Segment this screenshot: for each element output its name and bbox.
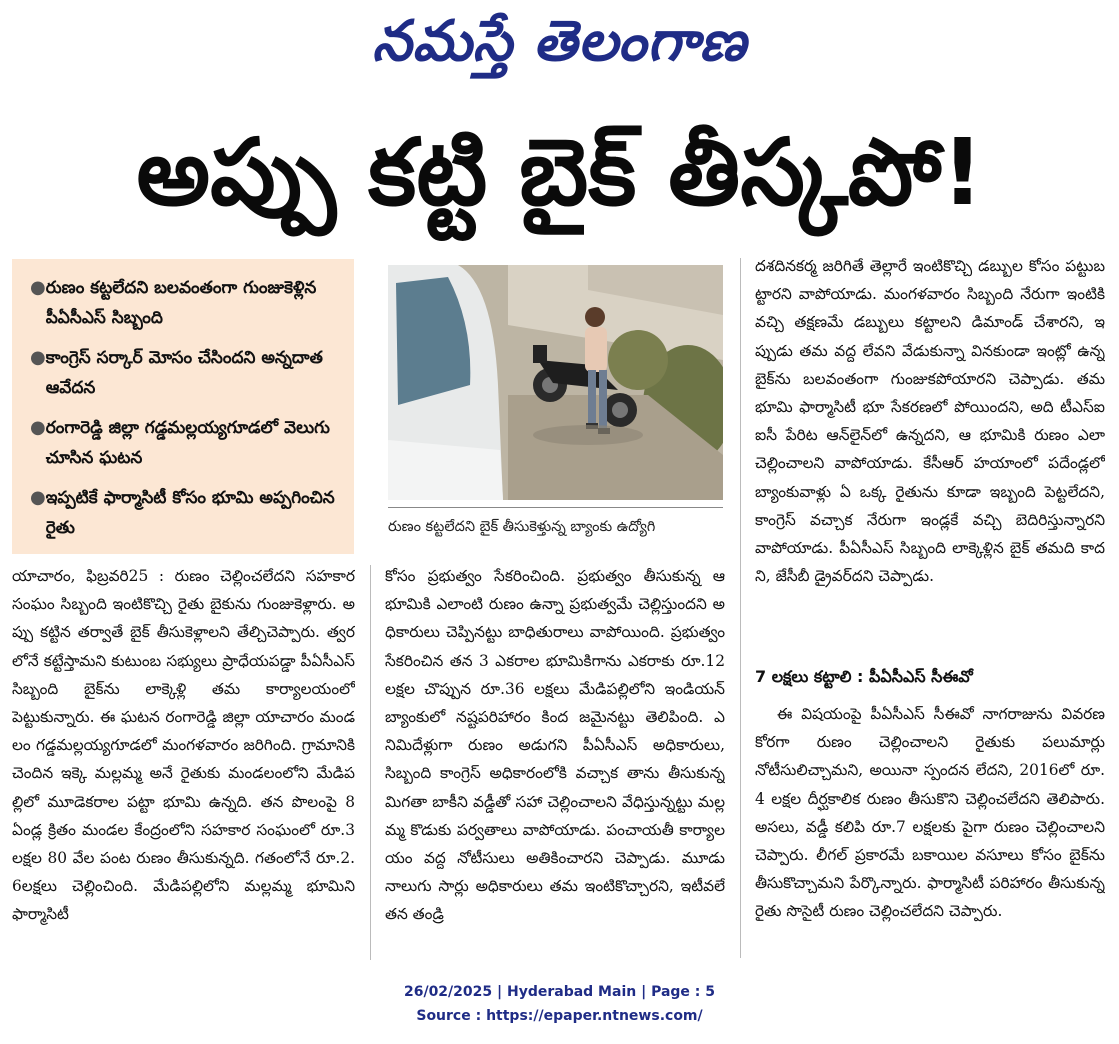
highlight-item <box>30 413 344 473</box>
highlight-text: ఇప్పటికే ఫార్మాసిటీ కోసం భూమి అప్పగించిన రైతు <box>45 488 335 538</box>
page-footer <box>0 980 1119 1030</box>
bullet-icon: ● <box>30 417 46 438</box>
article-column-2: కోసం ప్రభుత్వం సేకరించింది. ప్రభుత్వం తీసుకున్న ఆ భూమికి ఎలాంటి రుణం ఉన్నా ప్రభుత్వమే చెల్లిస్తుందని అధికారులు చెప్పినట్టు బాధితురాలు వాపోయింది. ప్రభుత్వం సేకరించిన తన 3 ఎకరాల భూమికిగాను ఎకరాకు రూ.12 లక్షల చొప్పున రూ.36 లక్షలు మేడిపల్లిలోని ఇండియన్ బ్యాంకులో నష్టపరిహారం కింద జమైనట్టు తెలిపింది. ఎనిమిదేళ్లుగా రుణం అడుగని పీఏసీఎస్ అధికారులు, సిబ్బంది కాంగ్రెస్ అధికారంలోకి వచ్చాక తాను తీసుకున్న మిగతా బాకీని వడ్డీతో సహా చెల్లించాలని వేధిస్తున్నట్టు మల్లమ్మ కొడుకు పర్వతాలు వాపోయాడు. పంచాయతీ కార్యాలయం వద్ద నోటీసులు అతికించారని చెప్పాడు. మూడు నాలుగు సార్లు అధికారులు తమ ఇంటికొచ్చారని, ఇటీవలే తన తండ్రి <box>385 567 725 924</box>
news-photo <box>388 265 723 500</box>
highlight-text: కాంగ్రెస్ సర్కార్ మోసం చేసిందని అన్నదాత ఆవేదన <box>45 348 323 398</box>
column-divider <box>370 565 371 960</box>
photo-illustration <box>388 265 723 500</box>
bullet-icon: ● <box>30 487 46 508</box>
article-column-3-continued: ఈ విషయంపై పీఏసీఎస్ సీఈవో నాగరాజును వివరణ కోరగా రుణం చెల్లించాలని రైతుకు పలుమార్లు నోటీసులిచ్చామని, అయినా స్పందన లేదని, 2016లో రూ.4 లక్షల దీర్ఘకాలిక రుణం తీసుకొని చెల్లించలేదని తెలిపారు. అసలు, వడ్డీ కలిపి రూ.7 లక్షలకు పైగా రుణం చెల్లించాలని చెప్పారు. లీగల్ ప్రకారమే బకాయిల వసూలు కోసం బైక్‌ను తీసుకొచ్చామని పేర్కొన్నారు. ఫార్మాసిటీ పరిహారం తీసుకున్న రైతు సొసైటీ రుణం చెల్లించలేదని చెప్పారు. <box>755 705 1105 921</box>
highlight-text: రంగారెడ్డి జిల్లా గడ్డమల్లయ్యగూడలో వెలుగు చూసిన ఘటన <box>45 418 330 468</box>
highlight-item <box>30 343 344 403</box>
article-headline: అప్పు కట్టి బైక్ తీస్కపో! <box>136 119 984 226</box>
article-column-3: దశదినకర్మ జరిగితే తెల్లారే ఇంటికొచ్చి డబ్బుల కోసం పట్టుబట్టారని వాపోయాడు. మంగళవారం సిబ్బంది నేరుగా ఇంటికి వచ్చి తక్షణమే డబ్బులు కట్టాలని డిమాండ్ చేశారని, ఇప్పుడు తమ వద్ద లేవని వేడుకున్నా వినకుండా ఇంట్లో ఉన్న బైక్‌ను బలవంతంగా గుంజుకపోయారని చెప్పాడు. తమ భూమి ఫార్మాసిటీ భూ సేకరణలో పోయిందని, అది టీఎస్‌ఐఐసీ పేరిట ఆన్‌లైన్‌లో ఉన్నదని, ఆ భూమికి రుణం ఎలా చెల్లించాలని వాపోయాడు. కేసీఆర్ హయాంలో పదేండ్లలో బ్యాంకువాళ్లు ఏ ఒక్క రైతును కూడా ఇబ్బంది పెట్టలేదని, కాంగ్రెస్ వచ్చాక నేరుగా ఇండ్లకే వచ్చి బెదిరిస్తున్నారని వాపోయాడు. పీఏసీఎస్ సిబ్బంది లాక్కెళ్లిన బైక్ తమది కాదని, జేసీబీ డ్రైవర్‌దని చెప్పాడు. <box>755 257 1105 586</box>
newspaper-masthead: నమస్తే తెలంగాణ <box>372 9 747 74</box>
column-divider <box>740 258 741 958</box>
caption-divider <box>388 507 723 508</box>
article-column-1: యాచారం, ఫిబ్రవరి25 : రుణం చెల్లించలేదని సహకార సంఘం సిబ్బంది ఇంటికొచ్చి రైతు బైకును గుంజుకెళ్లారు. అప్పు కట్టిన తర్వాతే బైక్ తీసుకెళ్లాలని తేల్చిచెప్పారు. త్వరలోనే కట్టేస్తామని కుటుంబ సభ్యులు ప్రాధేయపడ్డా పీఏసీఎస్ సిబ్బంది బైక్‌ను లాక్కెళ్లి తమ కార్యాలయంలో పెట్టుకున్నారు. ఈ ఘటన రంగారెడ్డి జిల్లా యాచారం మండలం గడ్డమల్లయ్యగూడలో మంగళవారం జరిగింది. గ్రామానికి చెందిన ఇక్కె మల్లమ్మ అనే రైతుకు మండలంలోని మేడిపల్లిలో మూడెకరాల పట్టా భూమి ఉన్నది. తన పొలంపై 8 ఏండ్ల క్రితం మండల కేంద్రంలోని సహకార సంఘంలో రూ.3 లక్షల 80 వేల పంట రుణం తీసుకున్నది. గతంలోనే రూ.2.6లక్షలు చెల్లించింది. మేడిపల్లిలోని మల్లమ్మ భూమిని ఫార్మాసిటీ <box>12 567 355 924</box>
highlights-box <box>12 259 354 554</box>
footer-source-link[interactable]: Source : https://epaper.ntnews.com/ <box>416 1008 703 1024</box>
highlight-item <box>30 273 344 333</box>
highlight-item <box>30 483 344 543</box>
bullet-icon: ● <box>30 277 46 298</box>
photo-caption: రుణం కట్టలేదని బైక్ తీసుకెళ్తున్న బ్యాంకు ఉద్యోగి <box>388 519 656 535</box>
footer-date-edition: 26/02/2025 | Hyderabad Main | Page : 5 <box>403 984 716 1000</box>
bullet-icon: ● <box>30 347 46 368</box>
highlight-text: రుణం కట్టలేదని బలవంతంగా గుంజుకెళ్లిన పీఏసీఎస్ సిబ్బంది <box>45 278 317 328</box>
article-subheading: 7 లక్షలు కట్టాలి : పీఏసీఎస్ సీఈవో <box>755 667 973 686</box>
